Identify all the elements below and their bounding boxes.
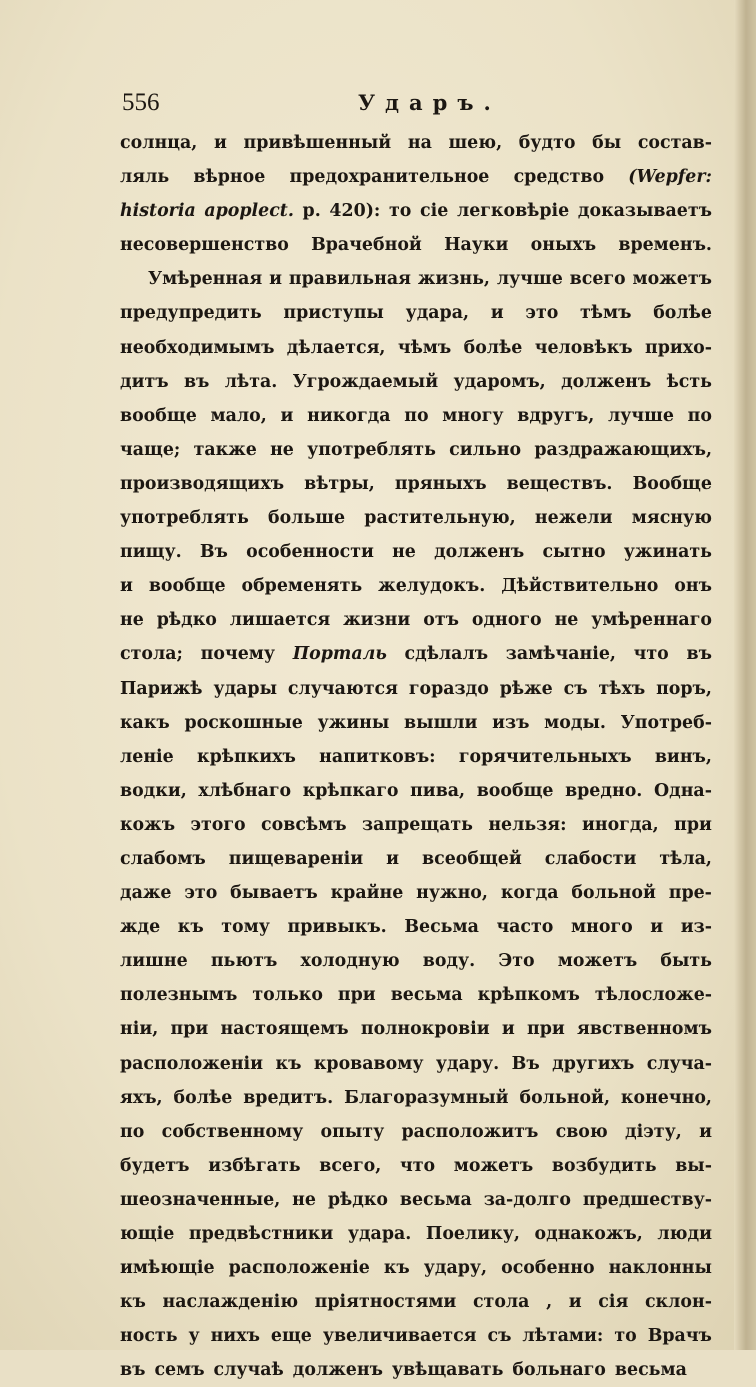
word: вообще <box>476 780 554 801</box>
word: тѣла, <box>659 848 712 869</box>
word: Порталь <box>292 644 387 665</box>
text-line <box>120 1047 712 1081</box>
body-text <box>120 126 712 1387</box>
word: у <box>188 1326 200 1347</box>
word: слабомъ <box>120 848 206 869</box>
text-line <box>120 1353 712 1387</box>
word: съ <box>487 1326 512 1347</box>
word: долженъ <box>292 1360 383 1381</box>
word: собственному <box>161 1121 304 1142</box>
text-line <box>120 808 712 842</box>
word: расположеніе <box>228 1258 370 1279</box>
word: Угрождаемый <box>292 371 439 392</box>
word: вдругъ, <box>517 405 595 426</box>
word: случаѣ <box>213 1360 284 1381</box>
word: apoplect. <box>204 201 294 222</box>
word: и <box>650 917 664 938</box>
word: при <box>674 814 712 835</box>
word: весьма <box>390 985 463 1006</box>
word: весьма <box>399 1189 472 1210</box>
word: не <box>120 610 144 631</box>
word: вѣтры, <box>304 473 375 494</box>
word: состав- <box>637 133 712 153</box>
word: къ <box>383 1258 410 1279</box>
word: случа- <box>646 1053 712 1074</box>
word: шеозначенные, <box>120 1189 281 1210</box>
word: всего <box>569 269 626 290</box>
text-line <box>120 706 712 740</box>
word: из- <box>680 917 712 938</box>
word: пищевареніи <box>228 848 364 869</box>
word: нежели <box>534 508 613 529</box>
word: можетъ <box>453 1155 534 1176</box>
word: и <box>214 133 227 153</box>
word: необходимымъ <box>120 337 275 358</box>
word: употреблять <box>120 508 249 529</box>
word: тѣмъ <box>580 303 632 324</box>
text-line <box>120 944 712 978</box>
word: производящихъ <box>120 473 285 494</box>
word: вы- <box>675 1155 712 1176</box>
word: болѣе <box>463 337 523 358</box>
word: напитковъ: <box>319 746 436 767</box>
word: крѣпкихъ <box>197 746 296 767</box>
word: солнца, <box>120 133 198 153</box>
word: предвѣстники <box>188 1224 334 1244</box>
word: нихъ <box>210 1326 260 1347</box>
text-line <box>120 740 712 774</box>
text-line <box>120 194 712 228</box>
word: пива, <box>410 780 466 801</box>
word: конечно, <box>620 1087 712 1108</box>
word: рѣдко <box>156 610 217 631</box>
text-line <box>120 569 712 603</box>
word: жизнь, <box>417 269 490 290</box>
text-line <box>120 331 712 365</box>
word: яхъ, <box>120 1087 163 1108</box>
word: при <box>526 1019 565 1040</box>
word: больной, <box>519 1087 611 1108</box>
text-line <box>120 1251 712 1285</box>
word: вышли <box>404 712 478 733</box>
word: это <box>525 303 559 324</box>
word: чѣмъ <box>397 337 452 358</box>
word: пищу. <box>120 542 182 563</box>
word: больной <box>571 883 656 904</box>
text-line <box>120 1012 712 1046</box>
word: какъ <box>120 712 170 733</box>
word: лучше <box>496 269 563 290</box>
word: быть <box>660 951 712 972</box>
word: въ <box>120 1360 146 1381</box>
word: правильная <box>288 269 411 290</box>
word: ніи, <box>120 1019 159 1040</box>
text-line <box>120 501 712 535</box>
word: за-долго <box>483 1189 571 1210</box>
word: растительную, <box>364 508 516 529</box>
word: вообще <box>120 405 197 426</box>
text-line <box>120 296 712 330</box>
word: пряныхъ <box>394 473 487 494</box>
word: доказываетъ <box>577 201 712 222</box>
word: ность <box>120 1326 178 1347</box>
word: мясную <box>631 508 712 529</box>
word: лишается <box>229 610 331 631</box>
word: по <box>687 405 712 426</box>
text-line <box>120 1115 712 1149</box>
word: ющіе <box>120 1224 175 1244</box>
text-line <box>120 603 712 637</box>
word: лѣтами: <box>522 1326 604 1347</box>
word: холодную <box>300 951 400 972</box>
word: долженъ <box>561 371 652 392</box>
word: бываетъ <box>230 883 318 904</box>
word: что <box>399 1155 436 1176</box>
word: (Wepfer: <box>628 167 712 188</box>
word: Это <box>498 951 535 972</box>
word: много <box>570 917 633 938</box>
word: только <box>252 985 323 1006</box>
word: совсѣмъ <box>261 814 347 835</box>
word: нельзя: <box>488 814 567 835</box>
word: не <box>270 439 294 460</box>
word: воду. <box>422 951 476 972</box>
word: удару. <box>435 1053 500 1074</box>
word: Вообще <box>632 473 712 494</box>
text-line <box>120 228 712 262</box>
word: вообще <box>148 576 226 597</box>
text-line <box>120 160 712 194</box>
word: привѣшенный <box>243 133 392 153</box>
word: кожъ <box>120 814 176 835</box>
word: Врачебной <box>311 235 422 256</box>
word: удару, <box>423 1258 488 1279</box>
word: желудокъ. <box>378 576 486 597</box>
word: Умѣренная <box>148 269 263 290</box>
word: сія <box>598 1292 629 1313</box>
word: жизни <box>343 610 411 631</box>
word: въ <box>686 644 712 665</box>
word: Науки <box>444 235 509 256</box>
word: и <box>280 405 294 426</box>
word: гораздо <box>408 678 489 699</box>
word: съ <box>563 678 588 699</box>
text-line <box>120 842 712 876</box>
word: опыту <box>320 1121 385 1142</box>
word: ужины <box>317 712 390 733</box>
word: рѣже <box>499 678 553 699</box>
text-line <box>120 1081 712 1115</box>
word: и <box>386 848 400 869</box>
word: жде <box>120 917 161 938</box>
word: лѣта. <box>224 371 278 392</box>
word: многу <box>442 405 504 426</box>
word: винъ, <box>654 746 712 767</box>
word: , <box>546 1292 553 1313</box>
word: вѣрное <box>193 167 266 188</box>
word: несовершенство <box>120 235 289 256</box>
word: замѣчаніе, <box>505 644 616 665</box>
word: Поелику, <box>425 1224 520 1244</box>
text-line <box>120 1285 712 1319</box>
word: наслажденію <box>162 1292 299 1313</box>
word: не <box>392 542 416 563</box>
word: удара, <box>405 303 470 324</box>
word: по <box>120 1121 145 1142</box>
word: имѣющіе <box>120 1258 215 1279</box>
word: то <box>389 201 412 222</box>
word: случаются <box>287 678 398 699</box>
text-line <box>120 365 712 399</box>
word: тѣхъ <box>598 678 646 699</box>
word: обременять <box>241 576 363 597</box>
word: возбудить <box>551 1155 657 1176</box>
word: Весьма <box>404 917 479 938</box>
text-line <box>120 535 712 569</box>
text-line <box>120 262 712 296</box>
word: вредно. <box>565 780 643 801</box>
word: чаще; <box>120 439 181 460</box>
word: никогда <box>307 405 391 426</box>
word: то <box>614 1326 637 1347</box>
word: 420): <box>329 201 381 222</box>
word: пьютъ <box>210 951 278 972</box>
text-line <box>120 126 712 160</box>
word: Дѣйствительно <box>501 576 659 597</box>
word: не <box>554 610 579 631</box>
word: иногда, <box>581 814 659 835</box>
word: слабости <box>544 848 637 869</box>
word: роскошные <box>184 712 303 733</box>
word: предохранительное <box>289 167 490 188</box>
word: крѣпкомъ <box>477 985 580 1006</box>
word: тому <box>221 917 270 938</box>
word: еще <box>270 1326 312 1347</box>
word: и <box>501 1019 515 1040</box>
word: Въ <box>511 1053 540 1074</box>
word: дѣлается, <box>286 337 386 358</box>
word: ударомъ, <box>453 371 546 392</box>
word: къ <box>275 1053 302 1074</box>
word: водки, <box>120 780 187 801</box>
word: удара. <box>347 1224 412 1244</box>
word: historia <box>120 201 196 222</box>
word: Врачъ <box>647 1326 712 1347</box>
word: это <box>184 883 218 904</box>
text-line <box>120 1217 712 1251</box>
word: оныхъ <box>530 235 597 256</box>
word: пре- <box>668 883 712 904</box>
word: запрещать <box>361 814 473 835</box>
word: удары <box>213 678 278 699</box>
word: кровавому <box>313 1053 424 1074</box>
page-number: 556 <box>122 89 160 116</box>
word: всего, <box>319 1155 382 1176</box>
word: особенности <box>246 542 374 563</box>
word: предшеству- <box>582 1189 712 1210</box>
word: средство <box>513 167 605 188</box>
word: часто <box>496 917 554 938</box>
word: пріятностями <box>314 1292 457 1313</box>
word: изъ <box>492 712 530 733</box>
word: легковѣріе <box>456 201 570 222</box>
word: когда <box>500 883 559 904</box>
word: больше <box>268 508 346 529</box>
text-line <box>120 433 712 467</box>
word: свою <box>555 1121 608 1142</box>
word: тѣлосложе- <box>594 985 712 1006</box>
word: и <box>120 576 133 597</box>
word: особенно <box>501 1258 595 1279</box>
word: рѣдко <box>327 1189 388 1210</box>
text-line <box>120 978 712 1012</box>
page-edge-shadow <box>734 0 756 1350</box>
word: Благоразумный <box>344 1087 509 1108</box>
word: даже <box>120 883 172 904</box>
word: полнокровіи <box>360 1019 490 1040</box>
word: на <box>407 133 432 153</box>
word: что <box>633 644 669 665</box>
word: Парижѣ <box>120 678 203 699</box>
word: привыкъ. <box>287 917 387 938</box>
word: ѣсть <box>666 371 712 392</box>
word: также <box>193 439 257 460</box>
word: будетъ <box>120 1155 190 1176</box>
word: Одна- <box>653 780 712 801</box>
word: сильно <box>449 439 522 460</box>
word: и <box>568 1292 582 1313</box>
text-line <box>120 1319 712 1353</box>
word: будто <box>518 133 576 153</box>
word: употреблять <box>307 439 436 460</box>
text-line <box>120 637 712 671</box>
word: крѣпкаго <box>302 780 399 801</box>
text-line <box>120 774 712 808</box>
word: моды. <box>544 712 606 733</box>
word: можетъ <box>557 951 638 972</box>
word: леніе <box>120 746 174 767</box>
word: полезнымъ <box>120 985 238 1006</box>
word: всеобщей <box>422 848 522 869</box>
word: поръ, <box>656 678 712 699</box>
word: горячительныхъ <box>458 746 632 767</box>
word: расположитъ <box>401 1121 539 1142</box>
word: сдѣлалъ <box>404 644 489 665</box>
word: сытно <box>542 542 606 563</box>
word: весьма <box>614 1360 687 1381</box>
word: прихо- <box>644 337 712 358</box>
word: отъ <box>423 610 459 631</box>
word: онъ <box>674 576 712 597</box>
word: крайне <box>330 883 404 904</box>
word: по <box>404 405 429 426</box>
word: явственномъ <box>576 1019 712 1040</box>
text-line <box>120 876 712 910</box>
running-head: Ударъ. <box>358 90 501 115</box>
word: Въ <box>199 542 228 563</box>
word: люди <box>657 1224 712 1244</box>
word: долженъ <box>434 542 525 563</box>
word: мало, <box>210 405 267 426</box>
word: стола <box>472 1292 530 1313</box>
text-line <box>120 1183 712 1217</box>
word: при <box>170 1019 209 1040</box>
word: настоящемъ <box>220 1019 349 1040</box>
word: болѣе <box>173 1087 233 1108</box>
word: другихъ <box>552 1053 635 1074</box>
word: наклонны <box>608 1258 712 1279</box>
word: временъ. <box>618 235 712 256</box>
word: нужно, <box>416 883 488 904</box>
word: хлѣбнаго <box>198 780 292 801</box>
word: лишне <box>120 951 188 972</box>
word: лучше <box>608 405 674 426</box>
word: болѣе <box>653 303 712 324</box>
text-line <box>120 399 712 433</box>
word: и <box>269 269 283 290</box>
word: дитъ <box>120 371 169 392</box>
word: увѣщавать <box>391 1360 504 1381</box>
word: раздражающихъ, <box>534 439 712 460</box>
page-header <box>122 88 712 118</box>
word: семъ <box>154 1360 205 1381</box>
word: бы <box>592 133 622 153</box>
word: въ <box>183 371 210 392</box>
word: шею, <box>448 133 503 153</box>
word: не <box>292 1189 316 1210</box>
word: сіе <box>420 201 449 222</box>
word: стола; <box>120 644 183 665</box>
text-line <box>120 467 712 501</box>
word: однакожъ, <box>534 1224 643 1244</box>
word: можетъ <box>632 269 712 290</box>
word: склон- <box>644 1292 712 1313</box>
word: Употреб- <box>620 712 712 733</box>
text-line <box>120 672 712 706</box>
word: этого <box>190 814 246 835</box>
word: ляль <box>120 167 170 188</box>
word: умѣреннаго <box>591 610 712 631</box>
word: ужинать <box>623 542 712 563</box>
word: одного <box>471 610 542 631</box>
word: избѣгать <box>208 1155 301 1176</box>
word: предупредить <box>120 303 262 324</box>
word: и <box>490 303 504 324</box>
word: и <box>699 1121 712 1142</box>
word: p. <box>302 201 321 222</box>
word: увеличивается <box>322 1326 477 1347</box>
word: діэту, <box>625 1121 682 1142</box>
word: вредитъ. <box>243 1087 334 1108</box>
text-line <box>120 910 712 944</box>
word: къ <box>177 917 204 938</box>
word: больнаго <box>512 1360 606 1381</box>
word: къ <box>120 1292 146 1313</box>
word: веществъ. <box>506 473 613 494</box>
word: расположеніи <box>120 1053 264 1074</box>
word: почему <box>200 644 276 665</box>
word: приступы <box>283 303 384 324</box>
word: человѣкъ <box>534 337 633 358</box>
text-line <box>120 1149 712 1183</box>
word: при <box>337 985 376 1006</box>
